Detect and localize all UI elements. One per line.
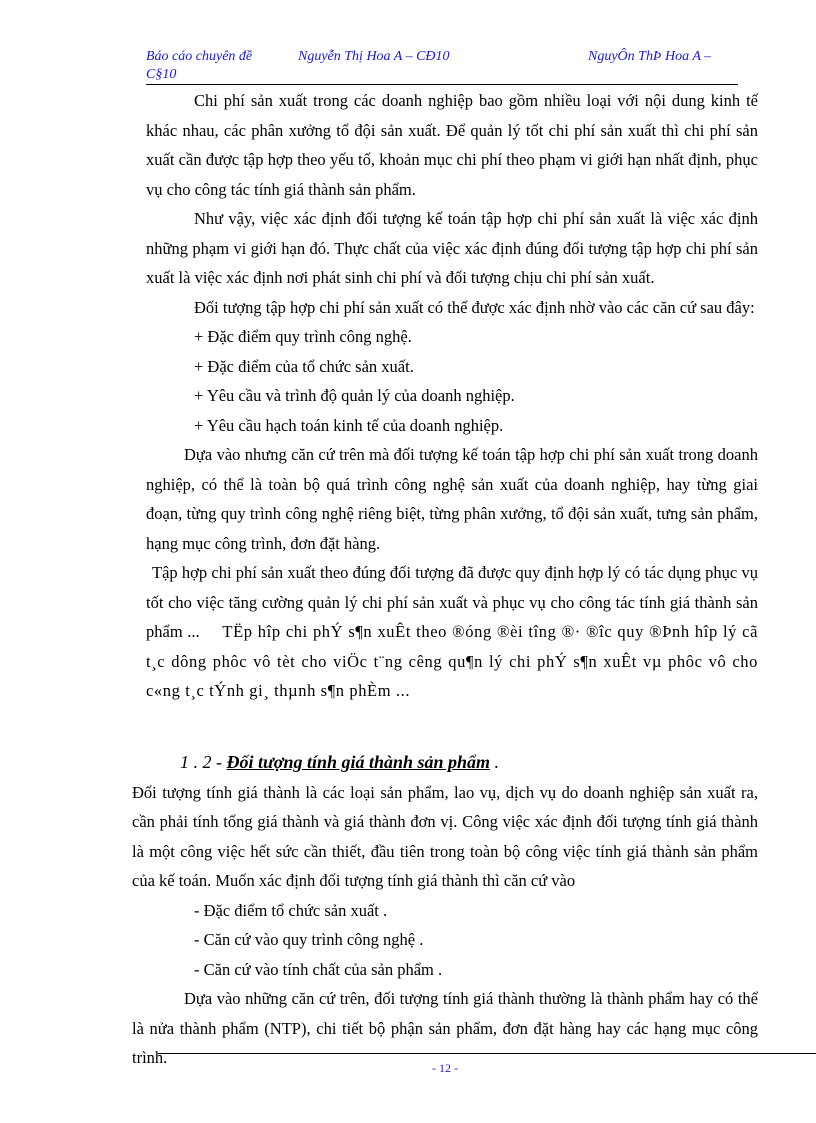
list-item: - Căn cứ vào tính chất của sản phẩm . <box>194 959 443 979</box>
paragraph <box>146 558 758 706</box>
header-author-legacy: NguyÔn ThÞ Hoa A – <box>588 49 712 64</box>
paragraph: Đối tượng tập hợp chi phí sản xuất có thể được xác định nhờ vào các căn cứ sau đây: <box>194 297 755 317</box>
paragraph: Dựa vào nhưng căn cứ trên mà đối tượng kế toán tập hợp chi phí sản xuất trong doanh nghiệp, có thể là toàn bộ quá trình công nghệ sản xuất của doanh nghiệp, hay từng giai đoạn, từng quy trình công nghệ riêng biệt, từng phân xưởng, tổ đội sản xuất, tưng sản phẩm, hạng mục công trình, đơn đặt hàng. <box>146 445 758 553</box>
list-item: + Yêu cầu hạch toán kinh tế của doanh nghiệp. <box>194 415 504 435</box>
legacy-encoded-text: TËp hîp chi phÝ s¶n xuÊt theo ®óng ®èi tîng ®· ®îc quy ®Þnh hîp lý cã t¸c dông phôc vô tèt cho viÖc t¨ng cêng qu¶n lý chi phÝ s¶n xuÊt vµ phôc vô cho c«ng t¸c tÝnh gi¸ thµnh s¶n phÈm ... <box>146 622 758 700</box>
body-section-2 <box>132 748 758 1073</box>
body-section-1 <box>146 86 758 706</box>
section-title-suffix: . <box>494 752 500 772</box>
header-author: Nguyễn Thị Hoa A – CĐ10 <box>298 49 450 64</box>
header-report-type: Báo cáo chuyên đề <box>146 49 253 64</box>
paragraph: Đối tượng tính giá thành là các loại sản phẩm, lao vụ, dịch vụ do doanh nghiệp sản xuất ra, cần phải tính tổng giá thành và giá thành đơn vị. Công việc xác định đối tượng tính giá thành là một công việc hết sức cần thiết, đầu tiên trong toàn bộ công việc tính giá thành sản phẩm của kế toán. Muốn xác định đối tượng tính giá thành thì căn cứ vào <box>132 782 758 890</box>
list-item: + Yêu cầu và trình độ quản lý của doanh nghiệp. <box>194 386 515 405</box>
section-number: 1 . 2 - <box>180 752 222 772</box>
header-divider <box>146 84 738 85</box>
paragraph: Như vậy, việc xác định đối tượng kế toán tập hợp chi phí sản xuất là việc xác định những phạm vi giới hạn đó. Thực chất của việc xác định đúng đối tượng tập hợp chi phí sản xuất là việc xác định nơi phát sinh chi phí và đối tượng chịu chi phí sản xuất. <box>146 209 758 287</box>
paragraph: Dựa vào những căn cứ trên, đối tượng tính giá thành thường là thành phẩm hay có thể là nửa thành phẩm (NTP), chi tiết bộ phận sản phẩm, đơn đặt hàng hay các hạng mục công trình. <box>132 989 758 1067</box>
paragraph: Chi phí sản xuất trong các doanh nghiệp bao gồm nhiều loại với nội dung kinh tế khác nhau, các phân xưởng tổ đội sản xuất. Để quản lý tốt chi phí sản xuất thì chi phí sản xuất cần được tập hợp theo yếu tố, khoản mục chi phí theo phạm vi giới hạn nhất định, phục vụ cho công tác tính giá thành sản phẩm. <box>146 91 758 199</box>
list-item: - Đặc điểm tổ chức sản xuất . <box>194 900 388 920</box>
section-heading <box>132 748 758 778</box>
list-item: + Đặc điểm quy trình công nghệ. <box>194 327 412 346</box>
list-item: - Căn cứ vào quy trình công nghệ . <box>194 930 424 949</box>
list-item: + Đặc điểm của tổ chức sản xuất. <box>194 356 414 376</box>
page-number: - 12 - <box>432 1061 458 1075</box>
section-title: Đối tượng tính giá thành sản phẩm <box>226 752 491 772</box>
purpose-text: Tập hợp chi phí sản xuất theo đúng đối tượng đã được quy định hợp lý có tác dụng phục vụ tốt cho việc tăng cường quản lý chi phí sản xuất và phục vụ cho công tác tính giá thành sản phẩm ... <box>146 563 758 641</box>
header-author-legacy-cont: C§10 <box>146 67 177 82</box>
footer-divider <box>158 1053 816 1054</box>
